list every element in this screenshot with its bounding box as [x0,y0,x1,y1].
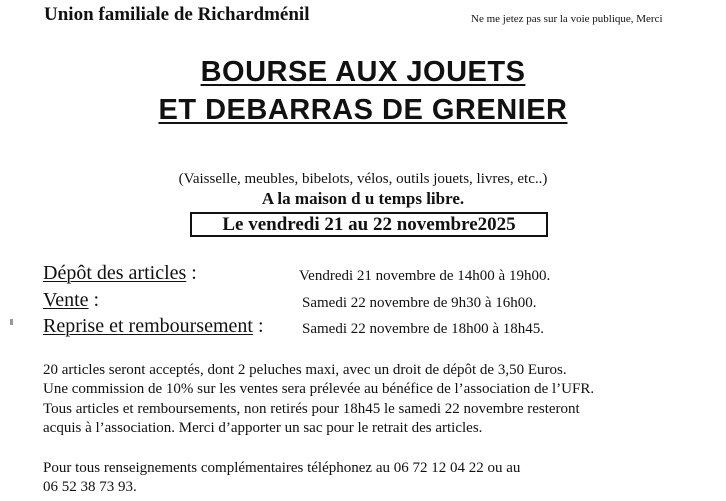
schedule-value-deposit: Vendredi 21 novembre de 14h00 à 19h00. [299,268,551,284]
title-line-2: ET DEBARRAS DE GRENIER [158,94,568,126]
contact-line-1: Pour tous renseignements complémentaires téléphonez au 06 72 12 04 22 ou au [43,460,521,476]
schedule-label-sale: Vente : [43,289,100,311]
event-date-box: Le vendredi 21 au 22 novembre2025 [190,212,548,237]
schedule-value-return: Samedi 22 novembre de 18h00 à 18h45. [302,321,545,337]
item-categories: (Vaisselle, meubles, bibelots, vélos, outils jouets, livres, etc..) [178,171,548,187]
schedule-label-deposit: Dépôt des articles : [43,262,197,284]
schedule-label-return: Reprise et remboursement : [43,315,264,337]
rules-line-3: Tous articles et remboursements, non retirés pour 18h45 le samedi 22 novembre resteront [43,401,580,417]
event-location: A la maison d u temps libre. [261,189,465,208]
schedule-value-sale: Samedi 22 novembre de 9h30 à 16h00. [302,295,537,311]
scan-mark [10,319,13,325]
rules-line-1: 20 articles seront acceptés, dont 2 peluches maxi, avec un droit de dépôt de 3,50 Euros. [43,362,567,378]
organization-name: Union familiale de Richardménil [44,4,310,25]
contact-line-2: 06 52 38 73 93. [43,479,137,495]
rules-line-2: Une commission de 10% sur les ventes sera prélevée au bénéfice de l’association de l’UFR. [43,381,595,397]
disposal-notice: Ne me jetez pas sur la voie publique, Merci [471,13,663,25]
title-line-1: BOURSE AUX JOUETS [200,56,526,88]
rules-line-4: acquis à l’association. Merci d’apporter un sac pour le retrait des articles. [43,420,483,436]
